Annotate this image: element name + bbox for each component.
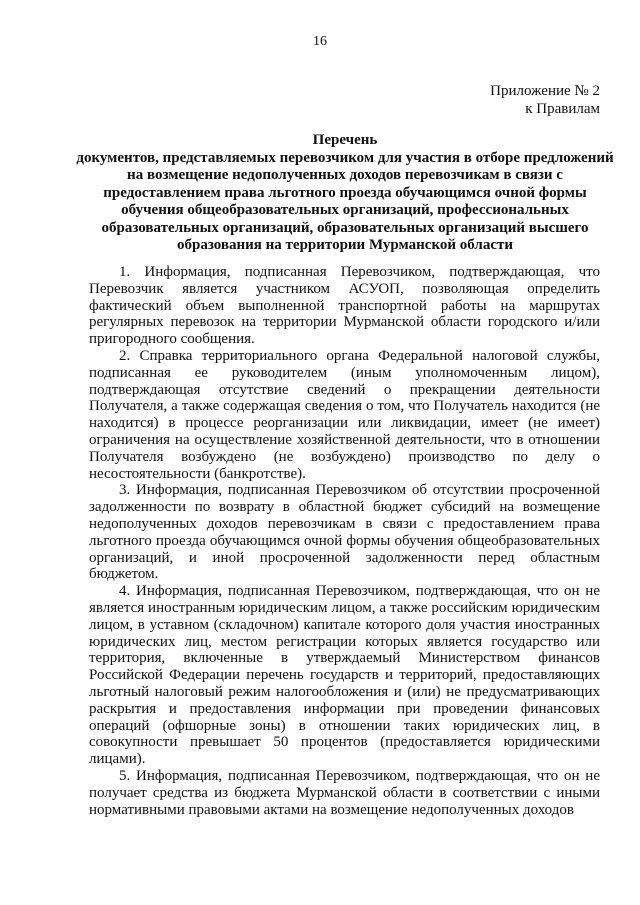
list-item-4: 4. Информация, подписанная Перевозчиком, подтверждающая, что он не является иностранным юридическим лицом, а также российским юридическим лицом, в уставном (складочном) капитале которого доля участия иностранных юридических лиц, местом регистрации которых является государство или территория, включенные в утверждаемый Министерством финансов Российской Федерации перечень государств и территорий, предоставляющих льготный налоговый режим налогообложения и (или) не предусматривающих раскрытия и предоставления информации при проведении финансовых операций (офшорные зоны) в отношении таких юридических лиц, в совокупности превышает 50 процентов (предоставляется юридическими лицами). — [89, 583, 600, 768]
list-item-5: 5. Информация, подписанная Перевозчиком, подтверждающая, что он не получает средства из бюджета Мурманской области в соответствии с иными нормативными правовыми актами на возмещение недополученных доходов — [89, 767, 600, 818]
document-body — [89, 264, 600, 818]
page-number: 16 — [313, 34, 327, 49]
appendix-line-1: Приложение № 2 — [490, 83, 600, 99]
list-item-1: 1. Информация, подписанная Перевозчиком, подтверждающая, что Перевозчик является участником АСУОП, позволяющая определить фактический объем выполненной транспортной работы на маршрутах регулярных перевозок на территории Мурманской области городского и/или пригородного сообщения. — [89, 264, 600, 348]
list-item-3: 3. Информация, подписанная Перевозчиком об отсутствии просроченной задолженности по возврату в областной бюджет субсидий на возмещение недополученных доходов перевозчикам в связи с предоставлением права льготного проезда обучающимся очной формы обучения общеобразовательных организаций, и иной просроченной задолженности перед областным бюджетом. — [89, 482, 600, 583]
list-item-2: 2. Справка территориального органа Федеральной налоговой службы, подписанная ее руководителем (иным уполномоченным лицом), подтверждающая отсутствие сведений о прекращении деятельности Получателя, а также содержащая сведения о том, что Получатель находится (не находится) в процессе реорганизации или ликвидации, имеет (не имеет) ограничения на осуществление хозяйственной деятельности, что в отношении Получателя возбуждено (не возбуждено) производство по делу о несостоятельности (банкротстве). — [89, 347, 600, 482]
appendix-reference — [490, 82, 600, 118]
title-subtitle: документов, представляемых перевозчиком для участия в отборе предложений на возмещение недополученных доходов перевозчикам в связи с предоставлением права льготного проезда обучающимся очной формы обучения общеобразовательных организаций, профессиональных образовательных организаций, образовательных организаций высшего образования на территории Мурманской области — [76, 149, 614, 253]
appendix-line-2: к Правилам — [525, 101, 600, 117]
title-heading: Перечень — [312, 132, 378, 148]
document-title — [75, 132, 615, 255]
